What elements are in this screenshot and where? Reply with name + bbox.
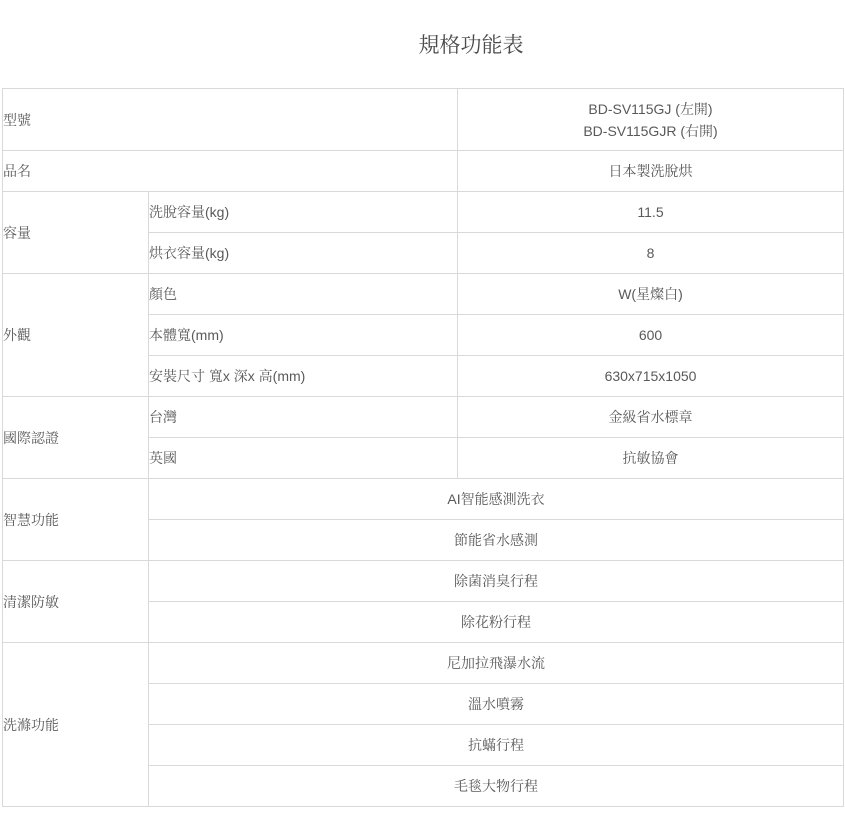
appearance-label: 外觀 (3, 274, 149, 397)
clean-antiallergy-label: 清潔防敏 (3, 561, 149, 643)
wash-features-label: 洗滌功能 (3, 643, 149, 807)
cert-taiwan-sublabel: 台灣 (149, 397, 458, 438)
model-value-line-1: BD-SV115GJ (左開) (588, 100, 713, 117)
smart-feature-1: AI智能感測洗衣 (149, 479, 844, 520)
model-value-line-2: BD-SV115GJR (右開) (583, 122, 718, 139)
appearance-dimensions-value: 630x715x1050 (458, 356, 844, 397)
appearance-width-sublabel: 本體寬(mm) (149, 315, 458, 356)
wash-feature-2: 溫水噴霧 (149, 684, 844, 725)
certifications-label: 國際認證 (3, 397, 149, 479)
table-row-smart-1 (3, 479, 844, 520)
table-row-model (3, 89, 844, 151)
capacity-label: 容量 (3, 192, 149, 274)
smart-feature-2: 節能省水感測 (149, 520, 844, 561)
appearance-width-value: 600 (458, 315, 844, 356)
appearance-color-sublabel: 顏色 (149, 274, 458, 315)
table-row-wash-1 (3, 643, 844, 684)
capacity-wash-value: 11.5 (458, 192, 844, 233)
cert-uk-value: 抗敏協會 (458, 438, 844, 479)
clean-feature-2: 除花粉行程 (149, 602, 844, 643)
table-row-capacity-wash (3, 192, 844, 233)
spec-table (2, 88, 844, 807)
capacity-wash-sublabel: 洗脫容量(kg) (149, 192, 458, 233)
smart-features-label: 智慧功能 (3, 479, 149, 561)
table-row-clean-1 (3, 561, 844, 602)
model-value (458, 89, 844, 151)
product-value: 日本製洗脫烘 (458, 151, 844, 192)
table-row-appearance-color (3, 274, 844, 315)
capacity-dry-sublabel: 烘衣容量(kg) (149, 233, 458, 274)
table-row-cert-taiwan (3, 397, 844, 438)
wash-feature-1: 尼加拉飛瀑水流 (149, 643, 844, 684)
wash-feature-4: 毛毯大物行程 (149, 766, 844, 807)
product-label: 品名 (3, 151, 458, 192)
clean-feature-1: 除菌消臭行程 (149, 561, 844, 602)
wash-feature-3: 抗蟎行程 (149, 725, 844, 766)
appearance-color-value: W(星燦白) (458, 274, 844, 315)
capacity-dry-value: 8 (458, 233, 844, 274)
cert-uk-sublabel: 英國 (149, 438, 458, 479)
model-label: 型號 (3, 89, 458, 151)
cert-taiwan-value: 金級省水標章 (458, 397, 844, 438)
appearance-dimensions-sublabel: 安裝尺寸 寬x 深x 高(mm) (149, 356, 458, 397)
table-row-product (3, 151, 844, 192)
page-title: 規格功能表 (418, 34, 524, 57)
